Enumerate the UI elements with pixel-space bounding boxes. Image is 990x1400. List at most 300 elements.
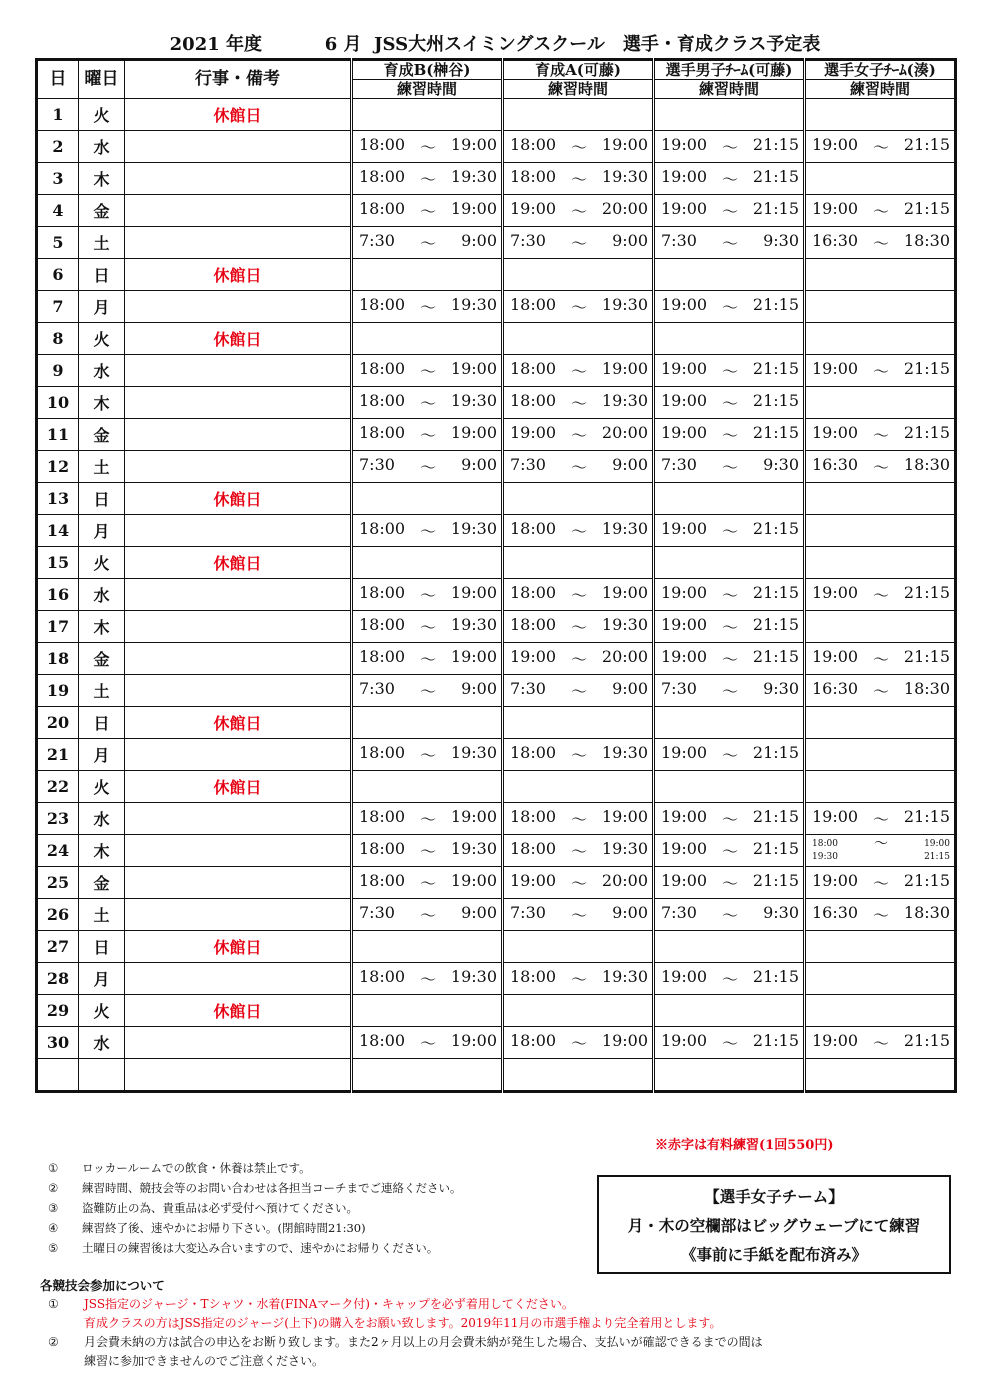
tilde: ～: [721, 874, 738, 893]
start-time: 19:00: [812, 135, 859, 154]
weekday-cell: 水: [79, 579, 125, 611]
practice-time-cell: [503, 579, 654, 611]
event-cell: [125, 579, 352, 611]
start-time: 18:00: [359, 423, 406, 442]
title-year: 2021 年度: [169, 34, 263, 55]
tilde: ～: [419, 970, 436, 989]
time-range: [655, 807, 803, 830]
weekday-cell: 火: [79, 547, 125, 579]
time-range: [353, 231, 501, 254]
time-range: [655, 167, 803, 190]
practice-time-cell: [805, 931, 956, 963]
start-time: 19:30: [812, 851, 838, 862]
day-cell: 22: [37, 771, 79, 803]
time-range: [504, 135, 652, 158]
practice-time-cell: [503, 611, 654, 643]
tilde: ～: [874, 835, 888, 852]
start-time: 18:00: [510, 807, 557, 826]
practice-time-cell: [654, 163, 805, 195]
start-time: 7:30: [359, 903, 395, 922]
day-cell: 8: [37, 323, 79, 355]
start-time: 16:30: [812, 679, 859, 698]
practice-time-cell: [805, 227, 956, 259]
start-time: 18:00: [359, 1031, 406, 1050]
start-time: 19:00: [661, 839, 708, 858]
title-name: JSS大州スイミングスクール 選手・育成クラス予定表: [374, 34, 821, 55]
time-range: [353, 423, 501, 446]
competition-text: 月会費未納の方は試合の申込をお断り致します。また2ヶ月以上の月会費未納が発生した場合、支払いが確認できるまでの間は: [84, 1335, 763, 1349]
tilde: ～: [419, 202, 436, 221]
time-range: [353, 903, 501, 926]
end-time: 19:30: [601, 967, 648, 986]
practice-time-cell: [352, 963, 503, 995]
practice-time-cell: [805, 675, 956, 707]
practice-time-cell: [805, 131, 956, 163]
practice-time-cell: [805, 739, 956, 771]
end-time: 19:30: [450, 743, 497, 762]
tilde: ～: [872, 682, 889, 701]
tilde: ～: [419, 458, 436, 477]
end-time: 9:00: [461, 903, 497, 922]
tilde: ～: [872, 1034, 889, 1053]
practice-time-cell: [805, 707, 956, 739]
event-cell: 休館日: [125, 771, 352, 803]
tilde: ～: [570, 906, 587, 925]
practice-time-cell: [805, 387, 956, 419]
start-time: 18:00: [359, 839, 406, 858]
start-time: 19:00: [812, 423, 859, 442]
event-cell: [125, 195, 352, 227]
time-range: [504, 167, 652, 190]
end-time: 19:00: [601, 359, 648, 378]
rule-number: ②: [48, 1181, 59, 1195]
day-cell: 20: [37, 707, 79, 739]
start-time: 18:00: [359, 519, 406, 538]
practice-time-cell: [805, 899, 956, 931]
weekday-cell: 日: [79, 483, 125, 515]
start-time: 19:00: [661, 391, 708, 410]
practice-time-cell: [805, 99, 956, 131]
day-cell: 30: [37, 1027, 79, 1059]
end-time: 21:15: [752, 1031, 799, 1050]
day-cell: 13: [37, 483, 79, 515]
start-time: 18:00: [359, 583, 406, 602]
start-time: 19:00: [661, 519, 708, 538]
day-cell: 17: [37, 611, 79, 643]
time-range: [353, 679, 501, 702]
paid-practice-note: ※赤字は有料練習(1回550円): [655, 1138, 834, 1153]
weekday-cell: 土: [79, 899, 125, 931]
time-range: [806, 807, 954, 830]
time-range: [806, 199, 954, 222]
practice-time-cell: [654, 835, 805, 867]
practice-time-cell: [503, 387, 654, 419]
table-row: [37, 739, 956, 771]
start-time: 18:00: [359, 135, 406, 154]
practice-time-cell: [654, 771, 805, 803]
end-time: 21:15: [752, 647, 799, 666]
start-time: 19:00: [812, 647, 859, 666]
tilde: ～: [570, 1034, 587, 1053]
time-range: [353, 583, 501, 606]
practice-time-cell: [654, 99, 805, 131]
start-time: 19:00: [661, 583, 708, 602]
time-range: [655, 615, 803, 638]
practice-time-cell: [352, 611, 503, 643]
start-time: 7:30: [510, 455, 546, 474]
practice-time-cell: [805, 419, 956, 451]
event-cell: [125, 131, 352, 163]
start-time: 7:30: [359, 455, 395, 474]
practice-time-cell: [503, 643, 654, 675]
time-range: [655, 967, 803, 990]
time-range: [353, 135, 501, 158]
end-time: 19:30: [601, 743, 648, 762]
day-cell: 21: [37, 739, 79, 771]
start-time: 16:30: [812, 455, 859, 474]
tilde: ～: [419, 586, 436, 605]
event-cell: [125, 611, 352, 643]
end-time: 21:15: [752, 295, 799, 314]
event-cell: [125, 899, 352, 931]
practice-time-cell: [503, 899, 654, 931]
time-range: [504, 967, 652, 990]
start-time: 18:00: [359, 391, 406, 410]
table-row: [37, 227, 956, 259]
practice-time-cell: [805, 963, 956, 995]
practice-time-cell: [352, 1027, 503, 1059]
event-cell: [125, 739, 352, 771]
start-time: 19:00: [661, 647, 708, 666]
end-time: 9:00: [461, 455, 497, 474]
event-cell: [125, 643, 352, 675]
tilde: ～: [570, 170, 587, 189]
weekday-cell: 金: [79, 419, 125, 451]
time-range: [504, 679, 652, 702]
time-range: [806, 647, 954, 670]
practice-time-cell: [352, 675, 503, 707]
time-range: [655, 743, 803, 766]
header-day: 日: [37, 60, 79, 99]
weekday-cell: 月: [79, 963, 125, 995]
time-range: [806, 359, 954, 382]
end-time: 21:15: [924, 851, 950, 862]
event-cell: 休館日: [125, 99, 352, 131]
time-range: [655, 519, 803, 542]
start-time: 18:00: [359, 871, 406, 890]
time-range: [504, 903, 652, 926]
table-row: [37, 131, 956, 163]
end-time: 19:00: [450, 199, 497, 218]
weekday-cell: 月: [79, 291, 125, 323]
end-time: 19:00: [450, 807, 497, 826]
practice-time-cell: [503, 547, 654, 579]
start-time: 19:00: [510, 871, 557, 890]
time-range: [504, 391, 652, 414]
practice-time-cell: [503, 131, 654, 163]
time-range: [504, 615, 652, 638]
start-time: 7:30: [510, 231, 546, 250]
practice-time-cell: [805, 835, 956, 867]
end-time: 19:30: [450, 295, 497, 314]
start-time: 18:00: [510, 1031, 557, 1050]
weekday-cell: 木: [79, 163, 125, 195]
practice-time-cell: [805, 995, 956, 1027]
time-range: [655, 679, 803, 702]
end-time: 19:00: [450, 871, 497, 890]
weekday-cell: 日: [79, 259, 125, 291]
end-time: 21:15: [903, 135, 950, 154]
day-cell: 10: [37, 387, 79, 419]
day-cell: 27: [37, 931, 79, 963]
start-time: 19:00: [812, 583, 859, 602]
practice-time-cell: [352, 419, 503, 451]
tilde: ～: [721, 170, 738, 189]
weekday-cell: 木: [79, 835, 125, 867]
start-time: 7:30: [359, 679, 395, 698]
end-time: 19:30: [601, 295, 648, 314]
rule-item: [48, 1238, 462, 1258]
tilde: ～: [872, 874, 889, 893]
practice-time-cell: [654, 803, 805, 835]
start-time: 7:30: [661, 455, 697, 474]
tilde: ～: [872, 906, 889, 925]
page-title: [0, 30, 990, 56]
tilde: ～: [570, 618, 587, 637]
schedule-body: [37, 99, 956, 1092]
tilde: ～: [721, 906, 738, 925]
day-cell: 29: [37, 995, 79, 1027]
practice-time-cell: [503, 483, 654, 515]
end-time: 20:00: [601, 423, 648, 442]
event-cell: 休館日: [125, 931, 352, 963]
practice-time-cell: [654, 387, 805, 419]
practice-time-cell: [805, 547, 956, 579]
end-time: 19:30: [601, 519, 648, 538]
end-time: 19:00: [450, 135, 497, 154]
tilde: ～: [872, 426, 889, 445]
start-time: 18:00: [510, 167, 557, 186]
start-time: 18:00: [510, 967, 557, 986]
start-time: 18:00: [510, 359, 557, 378]
day-cell: 2: [37, 131, 79, 163]
practice-time-cell: [805, 611, 956, 643]
practice-time-cell: [503, 931, 654, 963]
time-range: [504, 199, 652, 222]
event-cell: [125, 803, 352, 835]
end-time: 9:30: [763, 231, 799, 250]
event-cell: 休館日: [125, 483, 352, 515]
time-range: [353, 359, 501, 382]
start-time: 7:30: [661, 231, 697, 250]
practice-time-cell: [352, 739, 503, 771]
practice-time-cell: [654, 547, 805, 579]
tilde: ～: [721, 618, 738, 637]
end-time: 19:00: [601, 583, 648, 602]
time-range: [806, 135, 954, 158]
end-time: 21:15: [903, 199, 950, 218]
header-events: 行事・備考: [125, 60, 352, 99]
time-range: [655, 871, 803, 894]
time-range: [504, 839, 652, 862]
practice-time-cell: [654, 899, 805, 931]
end-time: 9:00: [461, 231, 497, 250]
practice-time-cell: [503, 323, 654, 355]
tilde: ～: [570, 682, 587, 701]
practice-time-cell: [503, 515, 654, 547]
practice-time-cell: [352, 835, 503, 867]
end-time: 21:15: [752, 359, 799, 378]
practice-time-cell: [503, 963, 654, 995]
end-time: 21:15: [752, 135, 799, 154]
header-class-2: 育成A(可藤): [503, 60, 654, 80]
start-time: 18:00: [359, 167, 406, 186]
tilde: ～: [721, 746, 738, 765]
practice-time-cell: [654, 867, 805, 899]
tilde: ～: [570, 586, 587, 605]
event-cell: [125, 963, 352, 995]
practice-time-cell: [654, 291, 805, 323]
end-time: 21:15: [752, 423, 799, 442]
day-cell: 9: [37, 355, 79, 387]
practice-time-cell: [654, 259, 805, 291]
end-time: 9:00: [612, 231, 648, 250]
practice-time-cell: [805, 643, 956, 675]
end-times: [916, 838, 950, 864]
start-time: 19:00: [812, 1031, 859, 1050]
event-cell: [125, 291, 352, 323]
day-cell: 28: [37, 963, 79, 995]
start-time: 19:00: [661, 167, 708, 186]
weekday-cell: 月: [79, 515, 125, 547]
time-range: [504, 359, 652, 382]
practice-time-cell: [805, 195, 956, 227]
start-time: 19:00: [510, 423, 557, 442]
notice-heading: 【選手女子チーム】: [704, 1187, 844, 1206]
end-time: 19:00: [601, 807, 648, 826]
time-range: [655, 359, 803, 382]
practice-time-cell: [352, 867, 503, 899]
tilde: ～: [721, 202, 738, 221]
end-time: 21:15: [752, 615, 799, 634]
practice-time-cell: [805, 291, 956, 323]
event-cell: 休館日: [125, 707, 352, 739]
table-row: [37, 515, 956, 547]
day-cell: 15: [37, 547, 79, 579]
day-cell: 3: [37, 163, 79, 195]
practice-time-cell: [805, 515, 956, 547]
tilde: ～: [570, 202, 587, 221]
rule-number: ⑤: [48, 1241, 59, 1255]
weekday-cell: 木: [79, 611, 125, 643]
tilde: ～: [419, 874, 436, 893]
table-row: [37, 675, 956, 707]
end-time: 21:15: [752, 967, 799, 986]
event-cell: [125, 227, 352, 259]
competition-text: 育成クラスの方はJSS指定のジャージ(上下)の購入をお願い致します。2019年11月の市選手権より完全着用とします。: [84, 1316, 722, 1330]
practice-time-cell: [352, 931, 503, 963]
end-time: 19:00: [450, 423, 497, 442]
tilde: ～: [419, 426, 436, 445]
end-time: 21:15: [752, 519, 799, 538]
event-cell: 休館日: [125, 259, 352, 291]
practice-time-cell: [805, 259, 956, 291]
end-time: 21:15: [752, 743, 799, 762]
start-time: 19:00: [661, 1031, 708, 1050]
time-range: [655, 391, 803, 414]
time-range: [655, 135, 803, 158]
start-time: 16:30: [812, 231, 859, 250]
table-row: [37, 419, 956, 451]
day-cell: 4: [37, 195, 79, 227]
table-row: [37, 259, 956, 291]
weekday-cell: 火: [79, 99, 125, 131]
practice-time-cell: [503, 803, 654, 835]
tilde: ～: [570, 362, 587, 381]
time-range: [806, 455, 954, 478]
start-time: 18:00: [359, 647, 406, 666]
tilde: ～: [721, 586, 738, 605]
end-time: 20:00: [601, 647, 648, 666]
start-time: 19:00: [812, 807, 859, 826]
schedule-table: [35, 58, 957, 1093]
header-class-3: 選手男子ﾁｰﾑ(可藤): [654, 60, 805, 80]
end-time: 21:15: [903, 583, 950, 602]
end-time: 19:00: [450, 1031, 497, 1050]
header-class-1: 育成B(榊谷): [352, 60, 503, 80]
practice-time-cell: [805, 771, 956, 803]
table-row: [37, 483, 956, 515]
tilde: ～: [419, 234, 436, 253]
practice-time-cell: [654, 643, 805, 675]
end-time: 18:30: [903, 679, 950, 698]
tilde: ～: [721, 426, 738, 445]
end-time: 19:30: [450, 519, 497, 538]
start-time: 19:00: [661, 295, 708, 314]
end-time: 9:30: [763, 455, 799, 474]
practice-time-cell: [805, 451, 956, 483]
start-time: 19:00: [661, 423, 708, 442]
time-range: [353, 519, 501, 542]
tilde: ～: [721, 138, 738, 157]
end-time: 9:00: [612, 679, 648, 698]
rule-item: [48, 1178, 462, 1198]
end-time: 19:00: [601, 135, 648, 154]
practice-time-cell: [654, 995, 805, 1027]
end-time: 19:30: [601, 391, 648, 410]
start-time: 18:00: [359, 295, 406, 314]
weekday-cell: 土: [79, 227, 125, 259]
header-dow: 曜日: [79, 60, 125, 99]
practice-time-cell: [503, 451, 654, 483]
time-range: [504, 231, 652, 254]
start-time: 18:00: [510, 391, 557, 410]
practice-time-cell: [503, 259, 654, 291]
practice-time-cell: [503, 707, 654, 739]
time-range: [806, 583, 954, 606]
practice-time-cell: [352, 547, 503, 579]
weekday-cell: 月: [79, 739, 125, 771]
tilde: ～: [872, 458, 889, 477]
tilde: ～: [872, 586, 889, 605]
split-time-range: [806, 835, 954, 864]
tilde: ～: [419, 618, 436, 637]
start-time: 18:00: [812, 838, 838, 849]
weekday-cell: 水: [79, 355, 125, 387]
competition-number: ②: [48, 1335, 59, 1349]
practice-time-cell: [352, 355, 503, 387]
event-cell: [125, 451, 352, 483]
